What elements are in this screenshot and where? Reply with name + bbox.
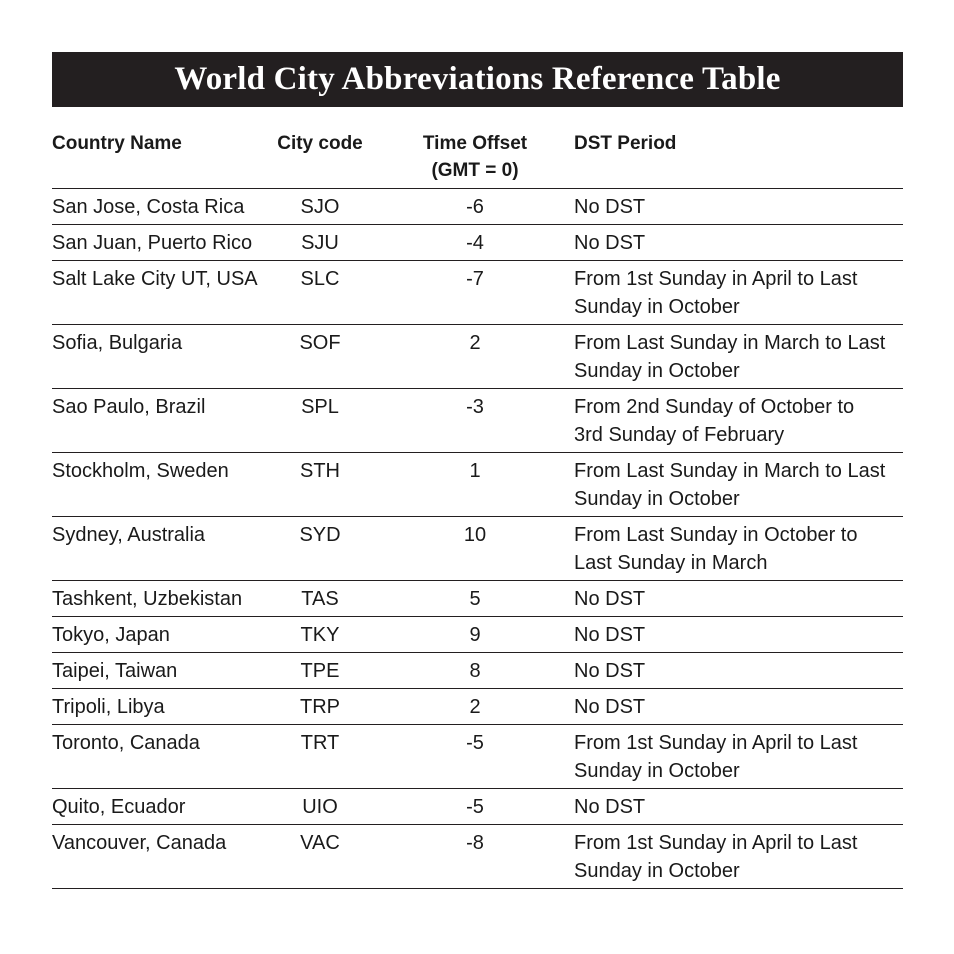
cell-time-offset: -8	[376, 825, 574, 889]
dst-period-line: Sunday in October	[574, 360, 740, 382]
dst-period-line: From Last Sunday in October to	[574, 524, 858, 546]
dst-period-line: No DST	[574, 196, 646, 218]
cell-country-name: Vancouver, Canada	[52, 825, 264, 889]
table-header-row	[52, 128, 903, 189]
cell-country-name: Sydney, Australia	[52, 517, 264, 581]
cell-dst-period	[574, 825, 903, 889]
cell-time-offset: -6	[376, 189, 574, 225]
header-time-offset-line2: (GMT = 0)	[431, 160, 519, 181]
reference-table	[52, 128, 903, 889]
dst-period-line: 3rd Sunday of February	[574, 424, 785, 446]
table-row	[52, 825, 903, 889]
cell-dst-period	[574, 653, 903, 689]
cell-city-code: TRT	[264, 725, 376, 789]
cell-city-code: TKY	[264, 617, 376, 653]
cell-time-offset: -4	[376, 225, 574, 261]
cell-city-code: VAC	[264, 825, 376, 889]
table-row	[52, 653, 903, 689]
cell-dst-period	[574, 225, 903, 261]
table-row	[52, 689, 903, 725]
cell-country-name: Stockholm, Sweden	[52, 453, 264, 517]
table-row	[52, 225, 903, 261]
cell-country-name: San Jose, Costa Rica	[52, 189, 264, 225]
cell-time-offset: -7	[376, 261, 574, 325]
table-row	[52, 725, 903, 789]
cell-time-offset: 8	[376, 653, 574, 689]
cell-dst-period	[574, 389, 903, 453]
cell-city-code: SJU	[264, 225, 376, 261]
cell-city-code: SLC	[264, 261, 376, 325]
cell-country-name: Taipei, Taiwan	[52, 653, 264, 689]
dst-period-line: No DST	[574, 660, 646, 682]
cell-time-offset: 5	[376, 581, 574, 617]
cell-city-code: SOF	[264, 325, 376, 389]
dst-period-line: From Last Sunday in March to Last	[574, 460, 886, 482]
cell-country-name: Sao Paulo, Brazil	[52, 389, 264, 453]
cell-city-code: SPL	[264, 389, 376, 453]
dst-period-line: No DST	[574, 696, 646, 718]
table-row	[52, 581, 903, 617]
cell-city-code: SJO	[264, 189, 376, 225]
dst-period-line: Sunday in October	[574, 488, 740, 510]
dst-period-line: From 2nd Sunday of October to	[574, 396, 855, 418]
cell-dst-period	[574, 725, 903, 789]
cell-country-name: Quito, Ecuador	[52, 789, 264, 825]
header-country-name: Country Name	[52, 128, 264, 189]
dst-period-line: From Last Sunday in March to Last	[574, 332, 886, 354]
cell-country-name: San Juan, Puerto Rico	[52, 225, 264, 261]
cell-city-code: TPE	[264, 653, 376, 689]
cell-dst-period	[574, 689, 903, 725]
dst-period-line: From 1st Sunday in April to Last	[574, 268, 858, 290]
header-time-offset	[376, 128, 574, 189]
dst-period-line: From 1st Sunday in April to Last	[574, 832, 858, 854]
cell-time-offset: -5	[376, 789, 574, 825]
dst-period-line: Last Sunday in March	[574, 552, 768, 574]
table-row	[52, 389, 903, 453]
cell-dst-period	[574, 261, 903, 325]
cell-city-code: SYD	[264, 517, 376, 581]
table-row	[52, 261, 903, 325]
cell-time-offset: -3	[376, 389, 574, 453]
cell-country-name: Salt Lake City UT, USA	[52, 261, 264, 325]
cell-dst-period	[574, 189, 903, 225]
header-dst-period: DST Period	[574, 128, 903, 189]
cell-dst-period	[574, 789, 903, 825]
cell-country-name: Tripoli, Libya	[52, 689, 264, 725]
table-row	[52, 789, 903, 825]
cell-time-offset: 9	[376, 617, 574, 653]
dst-period-line: No DST	[574, 624, 646, 646]
cell-dst-period	[574, 453, 903, 517]
cell-dst-period	[574, 617, 903, 653]
cell-city-code: UIO	[264, 789, 376, 825]
title-bar	[52, 52, 903, 107]
table-row	[52, 617, 903, 653]
cell-time-offset: -5	[376, 725, 574, 789]
table-row	[52, 189, 903, 225]
table-row	[52, 517, 903, 581]
dst-period-line: No DST	[574, 796, 646, 818]
header-time-offset-line1: Time Offset	[422, 133, 528, 154]
cell-country-name: Tokyo, Japan	[52, 617, 264, 653]
table-row	[52, 453, 903, 517]
cell-time-offset: 2	[376, 689, 574, 725]
cell-time-offset: 10	[376, 517, 574, 581]
cell-country-name: Toronto, Canada	[52, 725, 264, 789]
cell-country-name: Tashkent, Uzbekistan	[52, 581, 264, 617]
table-row	[52, 325, 903, 389]
dst-period-line: From 1st Sunday in April to Last	[574, 732, 858, 754]
header-city-code: City code	[264, 128, 376, 189]
cell-time-offset: 2	[376, 325, 574, 389]
cell-city-code: STH	[264, 453, 376, 517]
cell-dst-period	[574, 581, 903, 617]
dst-period-line: No DST	[574, 232, 646, 254]
dst-period-line: Sunday in October	[574, 760, 740, 782]
dst-period-line: Sunday in October	[574, 296, 740, 318]
cell-time-offset: 1	[376, 453, 574, 517]
cell-dst-period	[574, 325, 903, 389]
cell-dst-period	[574, 517, 903, 581]
table-body	[52, 189, 903, 889]
cell-city-code: TRP	[264, 689, 376, 725]
cell-country-name: Sofia, Bulgaria	[52, 325, 264, 389]
dst-period-line: No DST	[574, 588, 646, 610]
dst-period-line: Sunday in October	[574, 860, 740, 882]
cell-city-code: TAS	[264, 581, 376, 617]
page-title: World City Abbreviations Reference Table	[174, 61, 781, 97]
